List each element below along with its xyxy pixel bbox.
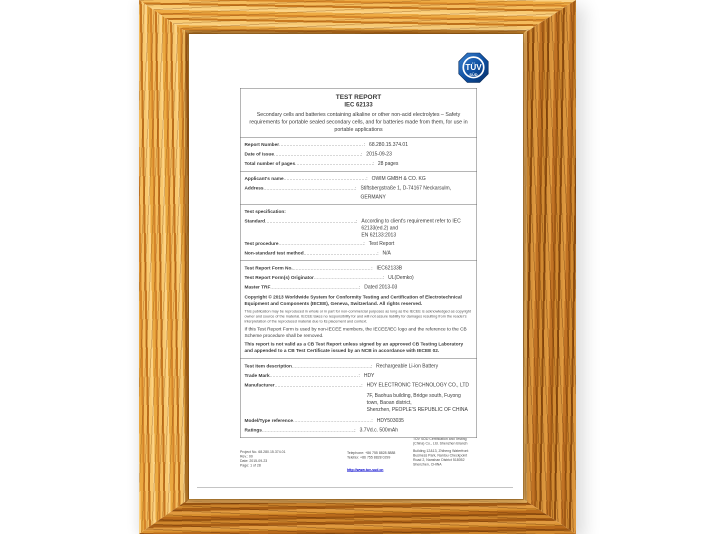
field-label: Address [244,185,264,191]
report-title: TEST REPORT [335,93,382,101]
field-value: Stiftsbergstraße 1, D-74167 Neckarsulm, GERMANY [360,185,452,200]
footer-address-line: Building 12&13, Zhiheng Waterfront [413,449,469,453]
dot-leader [265,217,356,226]
field-row-master-trf [245,283,473,293]
frame-bar-left [139,0,189,534]
field-row-report-number [245,140,473,150]
field-value [363,381,473,414]
field-label: Trade Mark [244,373,270,379]
dot-leader [279,140,364,149]
footer-telefax: Telefax: +86 755 8828 0299 [347,456,391,460]
dot-leader [284,174,367,183]
footer-company-line: TÜV SÜD Certification and Testing [413,437,467,441]
field-row-form-originator [245,273,473,283]
field-label: Test Report Form No. [244,265,293,271]
dot-leader [270,371,359,380]
footer-address-line: Shenzhen, CHINA [413,463,442,467]
footer-website-link[interactable]: http://www.tuv-sud.cn [347,468,384,472]
logo-text-tuv: TÜV [465,63,482,73]
section-header [241,89,477,138]
footer-telephone: Telephone: +86 755 8828 8888 [347,451,396,455]
field-label: Model/Type reference [244,418,293,424]
dot-leader [264,184,356,193]
footer-project-block [240,450,286,468]
frame-bar-bottom [139,499,576,534]
footer-rev: Rev.: 00 [240,455,253,459]
field-label: Date of issue [244,151,275,157]
frame-bar-top [139,0,576,34]
copyright-notice: Copyright © 2013 Worldwide System for Conformity Testing and Certification of Electrotechnical Equipment and Components (IECEE), Geneva, Switzerland. All rights reserved. [244,294,462,307]
field-label: Total number of pages [244,161,296,167]
section-test-specification [241,205,477,261]
footer-date: Date: 2015-09-23 [240,459,268,463]
report-scope-description: Secondary cells and batteries containing alkaline or other non-acid electrolytes – Safety requirements for portable sealed secondary cells, and for batteries made from them, for use in portable applications [249,111,468,133]
field-row-trade-mark [245,371,473,381]
field-value: IEC62133B [376,265,403,271]
field-value: 2015-09-23 [366,151,392,157]
field-row-manufacturer [245,381,473,414]
field-row-date-of-issue [245,150,473,160]
field-label: Master TRF [244,284,271,290]
wooden-picture-frame [139,0,576,534]
dot-leader [293,416,371,425]
manufacturer-address-line: 7F, Baohua building, Bridge south, Fuyong town, Baoan district, [366,393,461,406]
field-value: N/A [382,250,391,256]
field-row-applicant-name [245,174,473,184]
dot-leader [270,283,359,292]
cb-validity-note: This report is not valid as a CB Test Report unless signed by an approved CB Testing Laboratory and appended to a CB Test Certificate issued by an NCB in accordance with IECEE 02. [244,341,464,354]
field-value: 28 pages [377,161,399,167]
dot-leader [314,273,383,282]
field-value: Rechargeable Li-ion Battery [376,363,439,369]
field-label: Ratings [244,427,262,433]
field-label: Manufacturer [244,382,275,388]
test-report-table [240,88,477,438]
field-row-test-specification-heading [245,208,473,217]
footer-company-line: (China) Co., Ltd. Shenzhen Branch [413,442,468,446]
field-row-applicant-address [245,184,473,203]
footer-project-no: Project No. 68.280.15.374.01 [240,450,286,454]
field-value-line: According to client's requirement refer to IEC 62133(ed.2) and [361,218,461,231]
dot-leader [292,362,371,371]
section-test-item [241,359,477,438]
field-label: Applicant's name [244,176,284,182]
field-label: Non-standard test method [244,250,304,256]
field-row-non-standard-method [245,249,473,259]
field-value: HDY [363,373,375,379]
section-heading: Test specification: [244,209,286,215]
field-value: UL(Demko) [388,275,414,281]
logo-text-sud: SÜD [469,71,478,77]
dot-leader [275,381,362,390]
reproduction-disclaimer: This publication may be reproduced in whole or in part for non-commercial purposes as long as the IECEE is acknowledged as copyright owner and source of the material. IECEE takes no responsibility for and will not assure liability for damages resulting from the reader's interpretation of the reproduced material due to its placement and context. [244,309,471,324]
field-label: Test procedure [244,241,279,247]
field-label: Standard [244,218,266,224]
field-row-model-type [245,416,473,426]
section-form-and-copyright [241,261,477,359]
dot-leader [293,264,372,273]
field-value: 3.7Vd.c. 500mAh [359,427,398,433]
footer-company-block [413,437,467,446]
footer-address-line: Business Park, Nantou Checkpoint [413,454,468,458]
footer-contact-block [347,451,395,460]
dot-leader [274,150,361,159]
manufacturer-address-line: Shenzhen, PEOPLE'S REPUBLIC OF CHINA [366,407,468,413]
field-label: Test item description [244,363,292,369]
dot-leader [304,249,378,258]
tuv-octagon-icon [458,52,489,85]
footer-address-block [413,449,468,467]
footer-separator-line [197,487,513,488]
field-value: HDY503035 [376,418,404,424]
manufacturer-name: HDY ELECTRONIC TECHNOLOGY CO., LTD [366,382,470,388]
field-value-line: EN 62133:2013 [361,232,397,238]
certificate-content [189,34,523,499]
certificate-paper [189,34,523,499]
report-standard-number: IEC 62133 [344,101,373,108]
tuv-sud-logo-icon [458,52,489,85]
field-row-total-pages [245,159,473,169]
non-iecee-note: If this Test Report Form is used by non-IECEE members, the IECEE/IEC logo and the reference to the CB Scheme procedure shall be removed. [244,326,467,339]
field-value: Dated 2013-03 [364,284,398,290]
dot-leader [278,239,363,248]
field-row-ratings [245,426,473,436]
dot-leader [262,426,354,435]
field-label: Test Report Form(s) Originator [244,275,314,281]
field-row-test-procedure [245,239,473,249]
field-value: Test Report [368,241,395,247]
field-row-standard [245,217,473,240]
field-row-item-description [245,362,473,372]
frame-bar-right [523,0,576,534]
footer-address-line: Road 2, Nanshan District 518052 [413,458,465,462]
field-value: 68.280.15.374.01 [369,142,408,148]
field-row-form-no [245,264,473,274]
field-value: OWIM GMBH & CO. KG [371,176,426,182]
field-label: Report Number [244,142,280,148]
footer-page: Page: 1 of 28 [240,464,261,468]
section-report-identification [241,137,477,171]
section-applicant [241,171,477,205]
dot-leader [295,159,372,168]
field-value [357,218,472,239]
